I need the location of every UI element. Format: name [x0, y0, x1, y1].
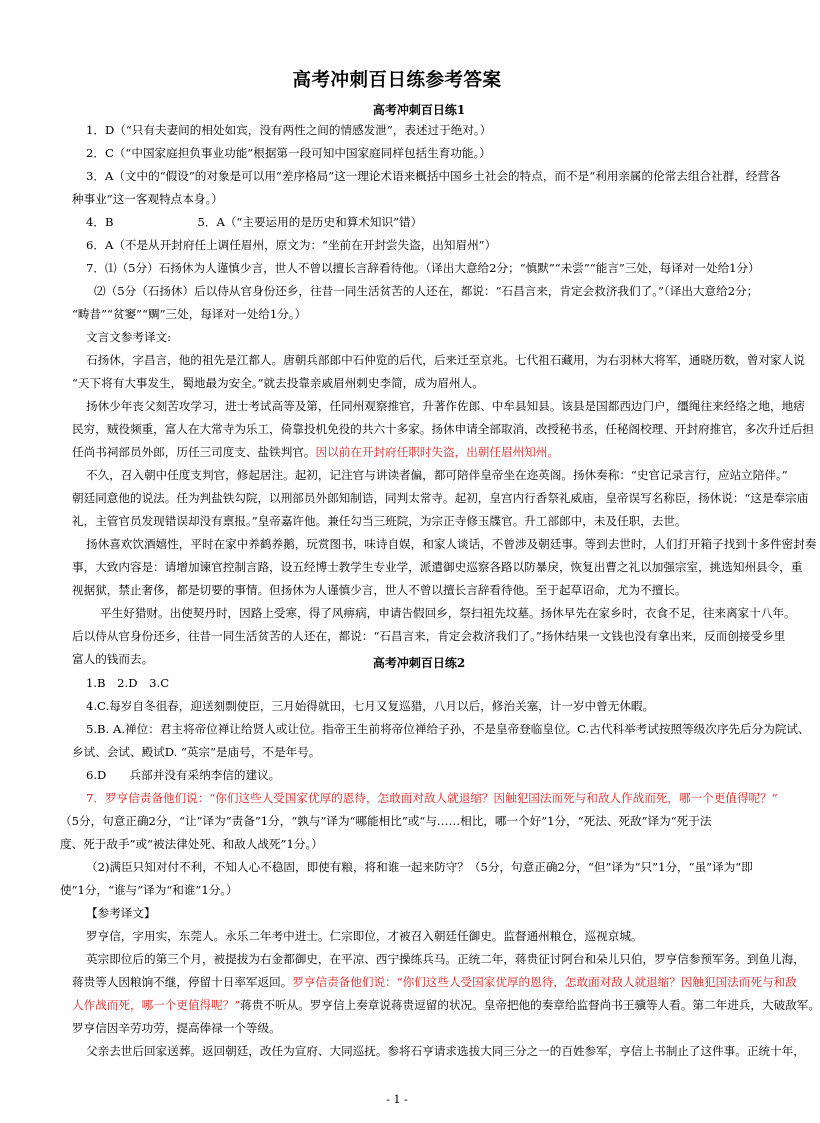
paragraph-line: [72, 441, 752, 464]
paragraph-line: 父亲去世后回家送葬。返回朝廷，改任为宣府、大同巡抚。参将石亨请求选拔大同三分之一的百姓参军，亨信上书制止了这件事。正统十年，: [86, 1044, 805, 1058]
answer-line: 种事业”这一客观特点本身。）: [72, 192, 223, 206]
section-2: [86, 653, 752, 673]
paragraph-text: 蒋贵等人因粮饷不继，停留十日率军返回。: [72, 975, 293, 989]
answer-line: 6．A（不是从开封府任上调任眉州，原文为：“坐前在开封尝失盗，出知眉州”）: [86, 238, 497, 252]
paragraph-line: 民穷，贼役频重，富人在大常寺为乐工，倚靠投机免役的共六十多家。扬休申请全部取消，改授秘书丞，任秘阁校理、开封府推官，多次升迁后担: [72, 422, 815, 436]
answer-line-highlight: 7．罗亨信责备他们说：“你们这些人受国家优厚的恩待，怎敢面对敌人就退缩？因触犯国法而死与和敌人作战而死，哪一个更值得呢？”: [86, 791, 778, 805]
paragraph-line: 扬休少年丧父刻苦攻学习，进士考试高等及第，任同州观察推官，升著作佐郎、中牟县知县。该县是国都西边门户，缰绳往来经络之地，地痞: [86, 399, 805, 413]
document-title: 高考冲刺百日练参考答案: [292, 70, 502, 91]
answer-4: 4．B: [86, 215, 114, 229]
paragraph-line: “天下将有大事发生，蜀地最为安全。”就去投靠亲戚眉州刺史李简，成为眉州人。: [72, 376, 484, 390]
answer-line: 3．A（文中的“假设”的对象是可以用“差序格局”这一理论术语来概括中国乡土社会的特点，而不是“利用亲属的伦常去组合社群，经营各: [86, 169, 781, 183]
answer-line: 4.C.每岁自冬徂春，迎送刻剽使臣，三月始得就田，七月又复巡猎，八月以后，修治关塞，计一岁中曾无休暇。: [86, 699, 655, 713]
paragraph-line: 富人的钱而去。: [72, 652, 154, 666]
paragraph-text: 蒋贵不听从。罗亨信上奏章说蒋贵逗留的状况。皇帝把他的奏章给监督尚书王骥等人看。第二年进兵，大破敌军。: [240, 998, 820, 1012]
paragraph-line: 罗亨信因辛劳功劳，提高俸禄一个等级。: [72, 1021, 281, 1035]
answer-line: [86, 211, 752, 234]
answer-line: 使”1分，“谁与”译为“和谁”1分。）: [60, 883, 238, 897]
answer-line: 5.B. A.禅位：君主将帝位禅让给贤人或让位。指帝王生前将帝位禅给子孙，不是皇帝登临皇位。C.古代科举考试按照等级次序先后分为院试、: [86, 722, 810, 736]
answer-line: 1.B 2.D 3.C: [86, 676, 170, 690]
highlighted-translation: 人作战而死，哪一个更值得呢？”: [72, 998, 241, 1012]
paragraph-line: 石扬休，字昌言，他的祖先是江都人。唐朝兵部郎中石仲览的后代，后来迁至京兆。七代祖石藏用，为右羽林大将军，通晓历数，曾对家人说: [86, 353, 805, 367]
paragraph-line: 罗亨信，字用实，东莞人。永乐二年考中进士。仁宗即位，才被召入朝廷任御史。监督通州粮仓，巡视京城。: [86, 929, 643, 943]
paragraph-line: [72, 971, 797, 994]
section-1-body: [72, 119, 817, 671]
answer-line: 2．C（“中国家庭担负事业功能”根据第一段可知中国家庭同样包括生育功能。）: [86, 146, 491, 160]
paragraph-line: 后以侍从官身份还乡，往昔一同生活贫苦的人还在，都说：“石昌言来，肯定会救济我们了。”扬休结果一文钱也没有拿出来，反而创接受乡里: [72, 629, 786, 643]
answer-line: “畴昔”“贫窭”“赒”三处，每译对一处给1分。）: [72, 307, 307, 321]
answer-line: 乡试、会试、殿试D. “英宗”是庙号，不是年号。: [72, 745, 321, 759]
answer-5: 5．A（“主要运用的是历史和算术知识”错）: [197, 215, 423, 229]
paragraph-line: 朝廷同意他的说法。任为判盐铁勾院，以刑部员外郎知制诰，同判太常寺。起初，皇宫内行香祭礼威庙，皇帝误写名称臣，扬休说：“这是奉宗庙: [72, 491, 809, 505]
paragraph-line: 平生好猎财。出使契丹时，因路上受寒，得了风痹病，申请告假回乡，祭扫祖先坟墓。扬休早先在家乡时，衣食不足，往来离家十八年。: [100, 606, 796, 620]
translation-heading: 【参考译文】: [86, 906, 156, 920]
answer-line: （2)满臣只知对付不利，不知人心不稳固，即使有粮，将和谁一起来防守？（5分，句意正确2分，“但”译为“只”1分，“虽”译为“即: [86, 860, 753, 874]
paragraph-line: 不久，召入朝中任度支判官，修起居注。起初，记注官与讲读者偏，都可陪伴皇帝坐在迩英阁。扬休奏称：“史官记录言行，应站立陪伴。”: [86, 468, 788, 482]
answer-line: 6.D 兵部并没有采纳李信的建议。: [86, 768, 281, 782]
paragraph-line: 事，大致内容是：请增加谏官控制言路，设五经博士教学生专业学，派遣御史巡察各路以防暴戾，恢复出曹之礼以加强宗室，挑选知州县令，重: [72, 560, 803, 574]
section-2-heading: 高考冲刺百日练2: [372, 656, 466, 670]
section-2-body: [60, 672, 820, 1063]
highlighted-translation: 罗亨信责备他们说：“你们这些人受国家优厚的恩待，怎敢面对敌人就退缩？因触犯国法而死与和敌: [292, 975, 797, 989]
paragraph-line: 礼，主管官员发现错误却没有禀报。”皇帝嘉许他。兼任勾当三班院，为宗正寺修玉牒官。升工部郎中，未及任职，去世。: [72, 514, 687, 528]
paragraph-text: 任尚书祠部员外郎，历任三司度支、盐铁判官。: [72, 445, 316, 459]
section-1: [86, 100, 752, 120]
highlighted-translation: 因以前在开封府任职时失盗，出朝任眉州知州。: [315, 445, 559, 459]
answer-line: （5分，句意正确2分，“让”译为“责备”1分，“孰与”译为“哪能相比”或“与……相比，哪一个好”1分，“死法、死敌”译为“死于法: [60, 814, 712, 828]
paragraph-line: 扬休喜欢饮酒嬉性，平时在家中养鹤养鹅，玩赏图书，味诗自娱，和家人谈话，不曾涉及朝廷事。等到去世时，人们打开箱子找到十多件密封奏: [86, 537, 817, 551]
translation-heading: 文言文参考译文:: [86, 330, 172, 344]
answer-line: 1．D（“只有夫妻间的相处如宾，没有两性之间的情感发泄”，表述过于绝对。）: [86, 123, 492, 137]
answer-line: 度、死于敌手”或“被法律处死、和敌人战死”1分。）: [60, 837, 323, 851]
answer-line: ⑵（5分（石扬休）后以侍从官身份还乡，往昔一同生活贫苦的人还在，都说：“石昌言来，肯定会救济我们了。”（译出大意给2分；: [94, 284, 759, 298]
paragraph-line: 视据狱，禁止奢侈，都是切要的事情。但扬休为人谨慎少言，世人不曾以擅长言辞看待他。至于起草诏命，尤为不擅长。: [72, 583, 687, 597]
page-number: - 1 -: [386, 1093, 408, 1106]
paragraph-line: [72, 994, 820, 1017]
paragraph-line: 英宗即位后的第三个月，被提拔为右金都御史，在平凉、西宁操练兵马。正统二年，蒋贵征讨阿台和朵儿只伯，罗亨信参预军务。到鱼儿海，: [86, 952, 805, 966]
answer-line: 7．⑴（5分）石扬休为人谨慎少言，世人不曾以擅长言辞看待他。（译出大意给2分；“慎默”“未尝”“能言”三处，每译对一处给1分）: [86, 261, 760, 275]
section-1-heading: 高考冲刺百日练1: [372, 103, 466, 117]
